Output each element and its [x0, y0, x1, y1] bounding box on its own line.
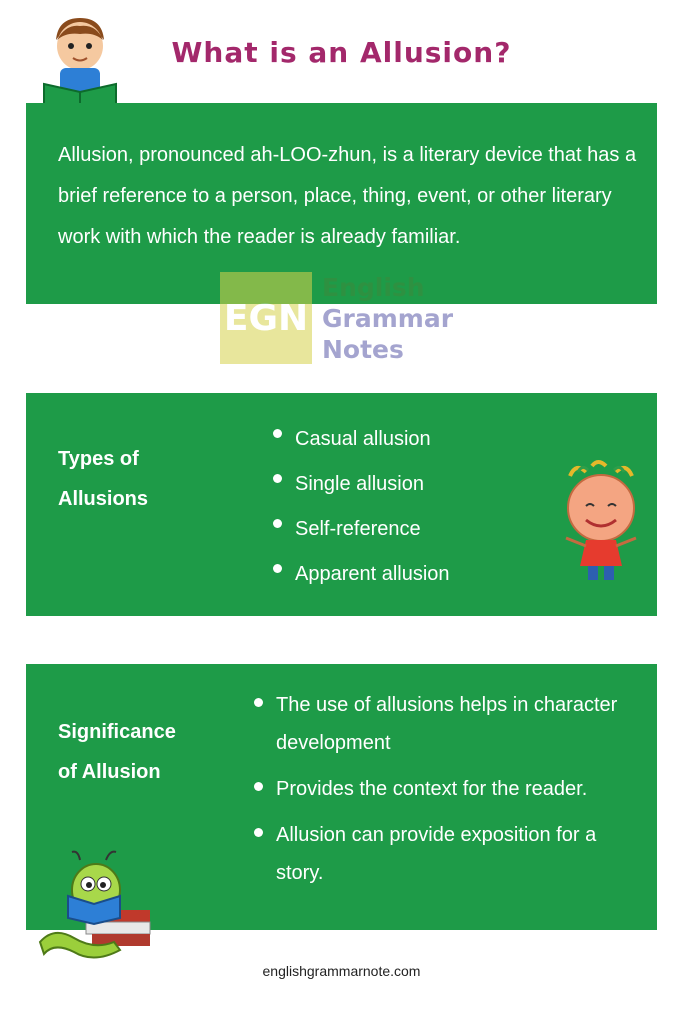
watermark-line: Notes [322, 335, 404, 364]
footer-url: englishgrammarnote.com [262, 963, 421, 979]
types-heading: Types of Allusions [58, 448, 149, 510]
list-item: Provides the context for the reader. [254, 770, 644, 808]
types-list [273, 417, 450, 597]
watermark-line: Grammar [322, 304, 454, 333]
bookworm-reading-illustration [34, 846, 156, 964]
list-item: The use of allusions helps in character development [254, 686, 644, 762]
list-item: Allusion can provide exposition for a story. [254, 816, 644, 892]
smiling-girl-illustration [556, 458, 646, 590]
significance-list [254, 686, 644, 900]
list-item: Casual allusion [273, 417, 450, 462]
watermark [220, 272, 470, 367]
definition-text: Allusion, pronounced ah-LOO-zhun, is a literary device that has a brief reference to a person, place, thing, event, or other literary work with which the reader is already familiar. [58, 144, 637, 248]
list-item: Apparent allusion [273, 552, 450, 597]
list-item: Single allusion [273, 462, 450, 507]
watermark-line: English [322, 273, 425, 302]
watermark-logo: EGN [220, 272, 312, 364]
list-item: Self-reference [273, 507, 450, 552]
watermark-text [322, 272, 453, 365]
significance-heading: Significance of Allusion [58, 721, 176, 783]
page-title: What is an Allusion? [171, 36, 512, 69]
